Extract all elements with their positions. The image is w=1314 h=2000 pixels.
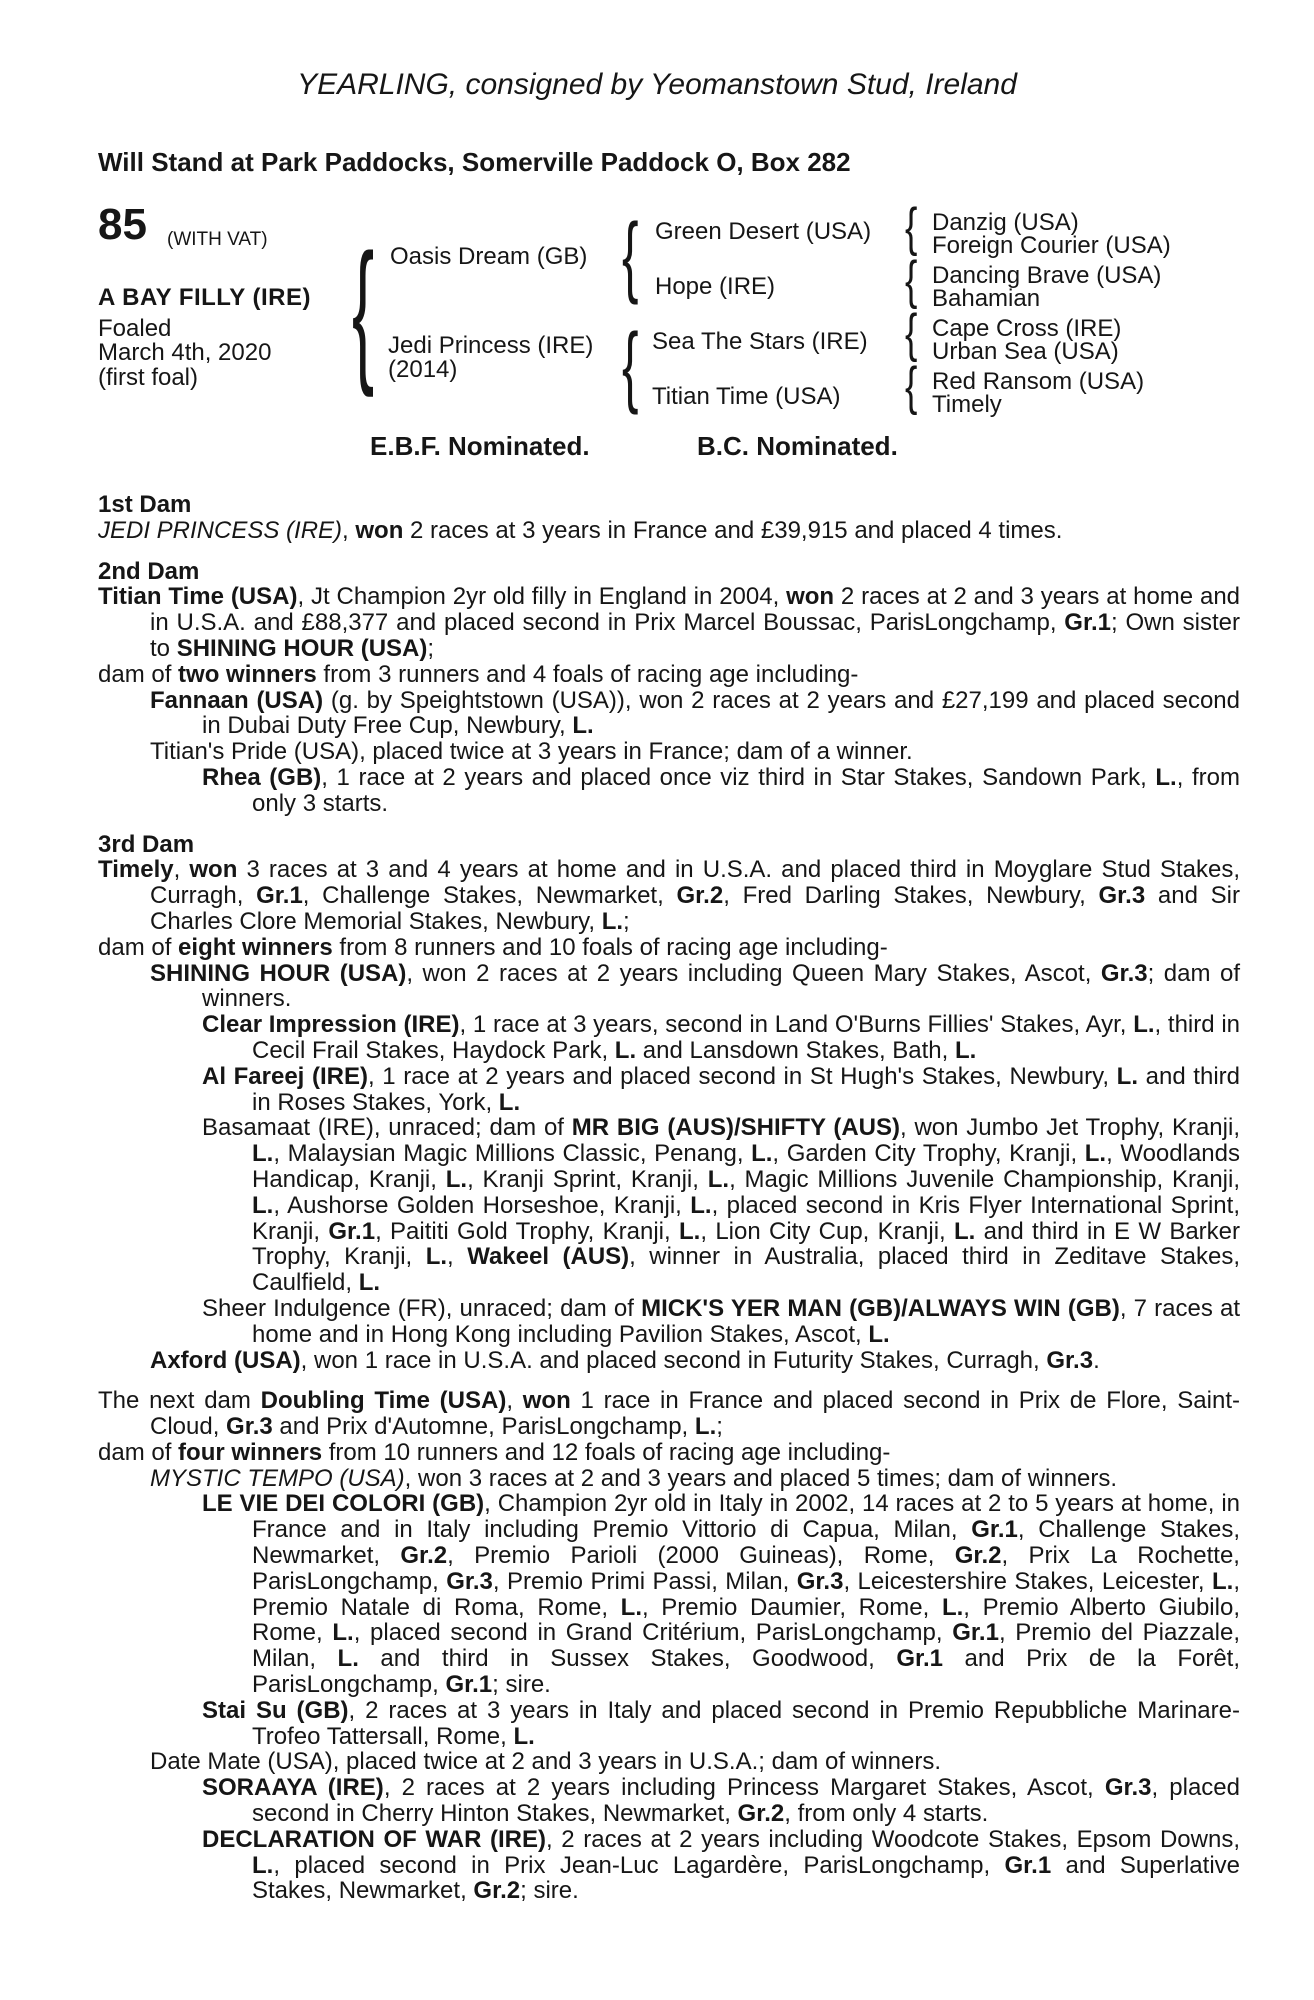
plain-text: 2 races at 2 and 3 years at home and in U.S.A. and £88,377 and placed second in Prix Marcel Boussac, ParisLongchamp, [150, 583, 1241, 637]
emphasis-text: L. [1133, 1011, 1155, 1039]
emphasis-text: Gr.3 [1046, 1346, 1094, 1374]
emphasis-text: LE VIE DEI COLORI (GB) [202, 1490, 485, 1518]
section-heading: 2nd Dam [98, 557, 200, 585]
plain-text: , 1 race at 3 years, second in Land O'Burns Fillies' Stakes, Ayr, [459, 1011, 1134, 1039]
italic-text: MYSTIC TEMPO (USA) [150, 1464, 405, 1492]
plain-text: , won Jumbo Jet Trophy, Kranji, [900, 1114, 1240, 1142]
plain-text: , Challenge Stakes, Newmarket, [252, 1516, 1241, 1570]
dam-name: Jedi Princess (IRE) [388, 332, 594, 359]
emphasis-text: Stai Su (GB) [202, 1696, 349, 1724]
plain-text: ; [623, 907, 630, 935]
emphasis-text: Gr.2 [400, 1542, 448, 1570]
emphasis-text: Wakeel (AUS) [467, 1243, 630, 1271]
catalogue-paragraph [98, 1388, 1240, 1440]
emphasis-text: Doubling Time (USA) [260, 1387, 507, 1415]
section-heading: 1st Dam [98, 491, 192, 518]
plain-text: from 8 runners and 10 foals of racing age including- [332, 933, 888, 961]
emphasis-text: L. [252, 1140, 274, 1168]
sire-dam: Hope (IRE) [655, 273, 776, 300]
plain-text: . [1093, 1346, 1100, 1374]
plain-text: (g. by Speightstown (USA)), won 2 races at 2 years and £27,199 and placed second in Dubai Duty Free Cup, Newbury, [202, 686, 1240, 740]
body [98, 492, 1240, 1904]
catalogue-paragraph [98, 518, 1240, 544]
plain-text: Date Mate (USA), placed twice at 2 and 3 years in U.S.A.; dam of winners. [150, 1748, 942, 1776]
plain-text: , 1 race at 2 years and placed second in St Hugh's Stakes, Newbury, [367, 1062, 1117, 1090]
dam-sire: Sea The Stars (IRE) [652, 328, 868, 355]
plain-text: Titian's Pride (USA), placed twice at 3 years in France; dam of a winner. [150, 738, 913, 766]
plain-text: , Premio Daumier, Rome, [641, 1593, 942, 1621]
emphasis-text: Gr.2 [737, 1800, 785, 1828]
catalogue-paragraph [98, 1491, 1240, 1697]
pedigree-brace-g3-4 [905, 362, 917, 412]
plain-text: ; dam of winners. [202, 959, 1240, 1013]
plain-text: dam of [98, 933, 179, 961]
emphasis-text: Gr.1 [952, 1619, 999, 1647]
emphasis-text: won [786, 583, 835, 611]
emphasis-text: L. [614, 1036, 637, 1064]
emphasis-text: Gr.3 [226, 1413, 273, 1441]
plain-text: and Prix d'Automne, ParisLongchamp, [272, 1413, 695, 1441]
plain-text: ; [716, 1413, 723, 1441]
plain-text: , Magic Millions Juvenile Championship, Kranji, [729, 1165, 1241, 1193]
plain-text: , [506, 1387, 523, 1415]
emphasis-text: Gr.2 [954, 1542, 1002, 1570]
plain-text: from 3 runners and 4 foals of racing age including- [316, 660, 859, 688]
catalogue-paragraph [98, 1749, 1240, 1775]
emphasis-text: L. [955, 1036, 977, 1064]
catalogue-paragraph [98, 857, 1240, 934]
plain-text: Basamaat (IRE), unraced; dam of [202, 1114, 572, 1142]
foal-note: (first foal) [98, 364, 199, 391]
plain-text: , from only 4 starts. [784, 1800, 989, 1828]
plain-text: , Woodlands Handicap, Kranji, [252, 1140, 1240, 1193]
pedigree-brace-g3-2 [905, 256, 917, 306]
plain-text: 3 races at 3 and 4 years at home and in U.S.A. and placed third in Moyglare Stud Stakes, Curragh, [150, 856, 1240, 910]
emphasis-text: Gr.3 [796, 1567, 844, 1595]
catalogue-paragraph [98, 1440, 1240, 1466]
pedigree-entry: Urban Sea (USA) [932, 338, 1119, 365]
emphasis-text: L. [707, 1165, 730, 1193]
plain-text: , [447, 1243, 468, 1271]
plain-text: , Champion 2yr old in Italy in 2002, 14 races at 2 to 5 years at home, in France and in Italy including Premio Vittorio di Capua, Milan, [252, 1490, 1240, 1544]
plain-text: ; sire. [492, 1671, 551, 1699]
emphasis-text: SHINING HOUR (USA) [176, 634, 428, 662]
plain-text: , [173, 856, 190, 884]
plain-text: , third in Cecil Frail Stakes, Haydock Park, [252, 1011, 1240, 1064]
emphasis-text: L. [941, 1593, 964, 1621]
emphasis-text: L. [445, 1165, 468, 1193]
plain-text: , Premio Parioli (2000 Guineas), Rome, [447, 1542, 955, 1570]
foaled-date: March 4th, 2020 [98, 339, 272, 366]
emphasis-text: Gr.1 [896, 1645, 944, 1673]
pedigree-entry: Foreign Courier (USA) [932, 232, 1171, 259]
plain-text: ; Own sister to [150, 609, 1240, 662]
plain-text: , Prix La Rochette, ParisLongchamp, [252, 1542, 1240, 1595]
plain-text: , Premio del Piazzale, Milan, [252, 1619, 1241, 1673]
catalogue-paragraph [98, 1775, 1240, 1827]
emphasis-text: Gr.3 [1100, 959, 1148, 987]
plain-text: from 10 runners and 12 foals of racing age including- [322, 1438, 891, 1466]
pedigree-entry: Bahamian [932, 285, 1041, 312]
catalogue-paragraph [98, 961, 1240, 1013]
plain-text: , 7 races at home and in Hong Kong including Pavilion Stakes, Ascot, [252, 1294, 1240, 1348]
catalogue-paragraph [98, 1348, 1240, 1374]
plain-text: , Jt Champion 2yr old filly in England in 2004, [297, 583, 787, 611]
emphasis-text: L. [679, 1217, 701, 1245]
pedigree-brace-gen1 [352, 235, 374, 385]
plain-text: , 2 races at 2 years including Princess Margaret Stakes, Ascot, [383, 1774, 1105, 1802]
emphasis-text: L. [954, 1217, 976, 1245]
plain-text: , Challenge Stakes, Newmarket, [302, 882, 677, 910]
emphasis-text: Gr.1 [1004, 1851, 1052, 1879]
emphasis-text: Gr.1 [971, 1516, 1018, 1544]
plain-text: , 2 races at 2 years including Woodcote Stakes, Epsom Downs, [546, 1825, 1240, 1853]
emphasis-text: Timely [98, 856, 174, 884]
emphasis-text: L. [1116, 1062, 1138, 1090]
lot-number: 85 [98, 200, 147, 249]
emphasis-text: L. [337, 1645, 359, 1673]
plain-text: 2 races at 3 years in France and £39,915 and placed 4 times. [403, 516, 1063, 544]
plain-text: , 1 race at 2 years and placed once viz third in Star Stakes, Sandown Park, [321, 763, 1156, 791]
ebf-nomination: E.B.F. Nominated. [370, 431, 590, 461]
plain-text: and Lansdown Stakes, Bath, [636, 1036, 955, 1064]
horse-name: A BAY FILLY (IRE) [98, 284, 311, 311]
emphasis-text: SORAAYA (IRE) [202, 1774, 384, 1802]
emphasis-text: L. [425, 1243, 448, 1271]
emphasis-text: Gr.1 [328, 1217, 376, 1245]
emphasis-text: SHINING HOUR (USA) [150, 959, 407, 987]
pedigree-entry: Dancing Brave (USA) [932, 262, 1162, 289]
pedigree-entry: Danzig (USA) [932, 209, 1079, 236]
plain-text: , won 3 races at 2 and 3 years and placed 5 times; dam of winners. [404, 1464, 1118, 1492]
dam-year: (2014) [388, 356, 458, 383]
pedigree-entry: Red Ransom (USA) [932, 368, 1145, 395]
plain-text: , placed second in Prix Jean-Luc Lagardère, ParisLongchamp, [273, 1851, 1005, 1879]
italic-text: JEDI PRINCESS (IRE) [98, 516, 343, 544]
plain-text: , won 1 race in U.S.A. and placed second in Futurity Stakes, Curragh, [300, 1346, 1047, 1374]
emphasis-text: MR BIG (AUS)/SHIFTY (AUS) [571, 1114, 901, 1142]
foaled-label: Foaled [98, 315, 172, 342]
emphasis-text: L. [513, 1722, 535, 1750]
emphasis-text: Gr.1 [445, 1671, 493, 1699]
emphasis-text: L. [601, 907, 624, 935]
plain-text: , Garden City Trophy, Kranji, [772, 1140, 1085, 1168]
plain-text: dam of [98, 1438, 179, 1466]
emphasis-text: two winners [178, 660, 317, 688]
catalogue-paragraph [98, 739, 1240, 765]
catalogue-paragraph [98, 1115, 1240, 1296]
plain-text: ; [427, 634, 435, 662]
plain-text: , from only 3 starts. [252, 763, 1240, 817]
plain-text: , [342, 516, 356, 544]
vat-note: (WITH VAT) [167, 229, 268, 250]
catalogue-paragraph [98, 584, 1240, 661]
plain-text: and Sir Charles Clore Memorial Stakes, Newbury, [150, 882, 1240, 935]
plain-text: , Paititi Gold Trophy, Kranji, [375, 1217, 679, 1245]
stand-location: Will Stand at Park Paddocks, Somerville Paddock O, Box 282 [98, 147, 851, 177]
emphasis-text: Gr.3 [1098, 882, 1146, 910]
emphasis-text: L. [572, 712, 594, 740]
catalogue-paragraph [98, 1064, 1240, 1116]
dam-dam: Titian Time (USA) [652, 383, 841, 410]
emphasis-text: Clear Impression (IRE) [202, 1011, 460, 1039]
catalogue-paragraph [98, 1827, 1240, 1904]
plain-text: , winner in Australia, placed third in Zeditave Stakes, Caulfield, [252, 1243, 1240, 1297]
emphasis-text: eight winners [178, 933, 333, 961]
section-heading: 3rd Dam [98, 830, 195, 858]
plain-text: , Malaysian Magic Millions Classic, Penang, [273, 1140, 752, 1168]
pedigree-entry: Cape Cross (IRE) [932, 315, 1122, 342]
plain-text: , placed second in Cherry Hinton Stakes, Newmarket, [252, 1774, 1241, 1828]
plain-text: and third in E W Barker Trophy, Kranji, [252, 1217, 1241, 1271]
plain-text: and Prix de la Forêt, ParisLongchamp, [252, 1645, 1240, 1699]
emphasis-text: L. [252, 1191, 274, 1219]
plain-text: , Premio Natale di Roma, Rome, [252, 1567, 1240, 1621]
emphasis-text: L. [1155, 763, 1177, 791]
emphasis-text: MICK'S YER MAN (GB)/ALWAYS WIN (GB) [641, 1294, 1120, 1322]
plain-text: and Superlative Stakes, Newmarket, [252, 1851, 1240, 1905]
catalogue-paragraph [98, 935, 1240, 961]
pedigree-brace-g3-3 [905, 309, 917, 359]
plain-text: The next dam [98, 1387, 261, 1415]
plain-text: , 2 races at 3 years in Italy and placed second in Premio Repubbliche Marinare-Trofeo Tattersall, Rome, [252, 1696, 1240, 1750]
bc-nomination: B.C. Nominated. [697, 431, 898, 461]
emphasis-text: L. [694, 1413, 717, 1441]
catalogue-paragraph [98, 662, 1240, 688]
plain-text: Sheer Indulgence (FR), unraced; dam of [202, 1294, 642, 1322]
plain-text: , placed second in Grand Critérium, ParisLongchamp, [353, 1619, 953, 1647]
emphasis-text: Axford (USA) [150, 1346, 301, 1374]
emphasis-text: L. [1212, 1567, 1234, 1595]
emphasis-text: Gr.3 [446, 1567, 493, 1595]
emphasis-text: L. [252, 1851, 274, 1879]
emphasis-text: L. [498, 1088, 521, 1116]
emphasis-text: won [522, 1387, 571, 1415]
emphasis-text: Gr.1 [1064, 609, 1111, 637]
emphasis-text: Al Fareej (IRE) [202, 1062, 368, 1090]
plain-text: and third in Roses Stakes, York, [252, 1062, 1240, 1116]
emphasis-text: Rhea (GB) [202, 763, 322, 791]
plain-text: , Lion City Cup, Kranji, [700, 1217, 955, 1245]
catalogue-paragraph [98, 1466, 1240, 1492]
plain-text: and third in Sussex Stakes, Goodwood, [358, 1645, 897, 1673]
plain-text: ; sire. [520, 1877, 579, 1905]
emphasis-text: Gr.3 [1104, 1774, 1152, 1802]
consignment-title: YEARLING, consigned by Yeomanstown Stud, Ireland [297, 68, 1017, 101]
emphasis-text: four winners [178, 1438, 323, 1466]
catalogue-paragraph [98, 765, 1240, 817]
catalogue-paragraph [98, 1698, 1240, 1750]
pedigree-brace-dam [622, 324, 639, 410]
catalogue-paragraph [98, 1296, 1240, 1348]
emphasis-text: won [189, 856, 238, 884]
catalogue-paragraph [98, 1012, 1240, 1064]
emphasis-text: Titian Time (USA) [98, 583, 298, 611]
pedigree-entry: Timely [932, 391, 1002, 418]
emphasis-text: L. [620, 1593, 642, 1621]
catalogue-paragraph [98, 688, 1240, 740]
plain-text: , Aushorse Golden Horseshoe, Kranji, [273, 1191, 691, 1219]
emphasis-text: L. [868, 1320, 890, 1348]
plain-text: , Leicestershire Stakes, Leicester, [843, 1567, 1212, 1595]
emphasis-text: DECLARATION OF WAR (IRE) [202, 1825, 547, 1853]
sire-name: Oasis Dream (GB) [390, 243, 588, 270]
emphasis-text: L. [358, 1269, 381, 1297]
emphasis-text: L. [1084, 1140, 1107, 1168]
plain-text: , Premio Alberto Giubilo, Rome, [252, 1593, 1240, 1647]
emphasis-text: Gr.2 [676, 882, 724, 910]
plain-text: 1 race in France and placed second in Prix de Flore, Saint-Cloud, [150, 1387, 1240, 1441]
plain-text: dam of [98, 660, 179, 688]
emphasis-text: L. [751, 1140, 773, 1168]
pedigree-brace-sire [622, 214, 639, 300]
emphasis-text: won [355, 516, 404, 544]
plain-text: , won 2 races at 2 years including Queen Mary Stakes, Ascot, [406, 959, 1101, 987]
plain-text: , Fred Darling Stakes, Newbury, [723, 882, 1099, 910]
emphasis-text: L. [332, 1619, 354, 1647]
plain-text: , placed second in Kris Flyer International Sprint, Kranji, [252, 1191, 1240, 1245]
emphasis-text: L. [690, 1191, 712, 1219]
sire-sire: Green Desert (USA) [655, 218, 872, 245]
emphasis-text: Gr.2 [473, 1877, 521, 1905]
pedigree-brace-g3-1 [905, 203, 917, 253]
emphasis-text: Gr.1 [256, 882, 303, 910]
emphasis-text: Fannaan (USA) [150, 686, 324, 714]
plain-text: , Kranji Sprint, Kranji, [467, 1165, 708, 1193]
plain-text: , Premio Primi Passi, Milan, [492, 1567, 797, 1595]
